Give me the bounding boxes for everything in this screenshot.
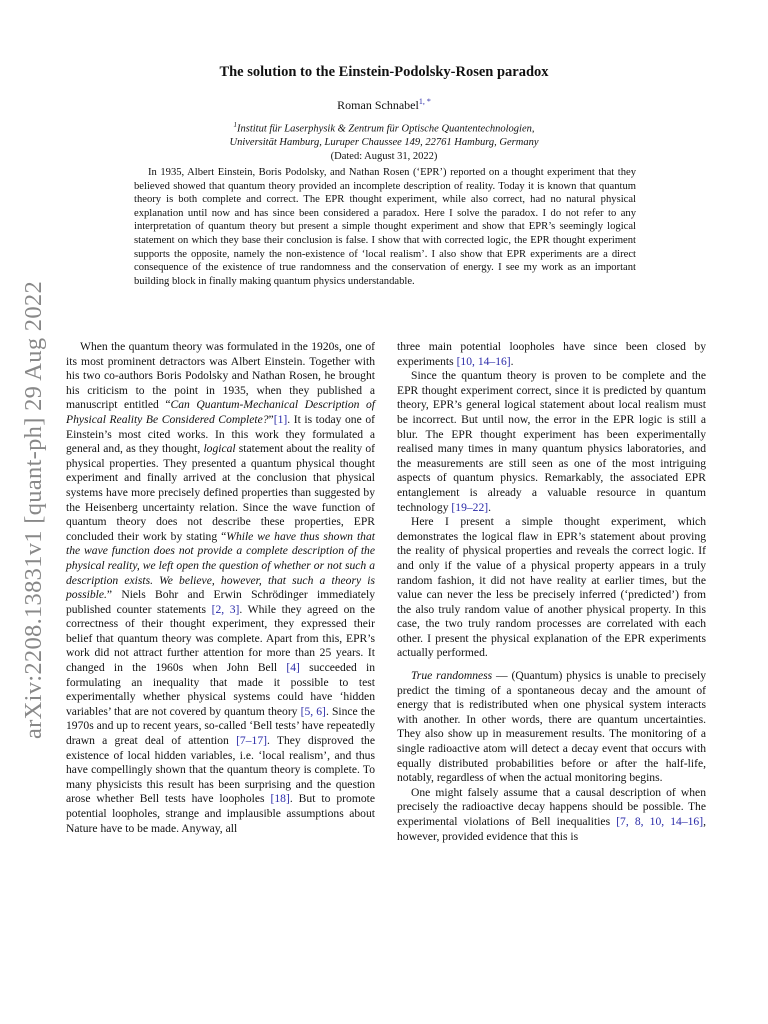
citation-18[interactable]: [18] — [270, 792, 290, 806]
citation-5-6[interactable]: [5, 6] — [300, 704, 326, 718]
citation-7-8-10-14-16[interactable]: [7, 8, 10, 14–16] — [616, 815, 704, 828]
epr-quote: While we have thus shown that the wave function does not provide a complete description of the physical reality, we left open the question of whether or not such a description exists. We believe, however, that such a theory is possible. — [66, 529, 375, 602]
citation-10-14-16[interactable]: [10, 14–16] — [456, 354, 511, 368]
citation-4[interactable]: [4] — [286, 661, 300, 675]
author-mark[interactable]: 1, * — [418, 97, 431, 106]
arxiv-identifier: arXiv:2208.13831v1 [quant-ph] 29 Aug 2022 — [20, 280, 47, 740]
true-randomness-paragraph: True randomness — (Quantum) physics is unable to precisely predict the timing of a spontaneous decay and the amount of energy that is redistributed when one physical system interacts with another. In other words, there are quantum uncertainties. They also show up in measurement results. The monitoring of a single radioactive atom will detect a decay event that occurs with equally distributed probabilities before or after the half-life, notably, regardless of when the actual monitoring begins. — [397, 669, 706, 785]
abstract: In 1935, Albert Einstein, Boris Podolsky, and Nathan Rosen (‘EPR’) reported on a thought experiment that they believed showed that quantum theory provided an incomplete description of reality. Today it is known that quantum theory is both complete and correct. The EPR thought experiment, while also correct, had no natural physical explanation until now and has since been considered a paradox. Here I solve the paradox. I do not refer to any interpretation of quantum theory but present a simple thought experiment and show that EPR’s seemingly logical statement on which they base their conclusion is false. I show that with corrected logic, the EPR thought experiment supports the opposite, namely the non-existence of ‘local realism’. I also show that EPR experiments are a direct consequence of the existence of true randomness and the conservation of energy. I see my work as an important building block in finally making quantum physics understandable. — [134, 167, 636, 287]
loopholes-paragraph: three main potential loopholes have since been closed by experiments [10, 14–16]. — [397, 340, 706, 368]
author-line — [0, 97, 768, 113]
intro-paragraph: When the quantum theory was formulated in the 1920s, one of its most prominent detractors was Albert Einstein. Together with his two co-authors Boris Podolsky and Nathan Rosen, he brought his criticism to the point in 1935, when they published a manuscript entitled “Can Quantum-Mechanical Description of Physical Reality Be Considered Complete?”[1]. It is today one of Einstein’s most cited works. In this work they formulated a general and, as they thought, logical statement about the reality of physical properties. They presented a quantum physical thought experiment and finally arrived at the conclusion that physical systems have more precisely defined properties than suggested by the Heisenberg uncertainty relation. Since the wave function of quantum theory does not describe these properties, EPR concluded their work by stating “While we have thus shown that the wave function does not provide a complete description of the physical reality, we left open the question of whether or not such a description exists. We believe, however, that such a theory is possible.” Niels Bohr and Erwin Schrödinger immediately published counter statements [2, 3]. While they agreed on the correctness of their thought experiment, they expressed their belief that quantum theory was complete. Apart from this, EPR’s work did not attract further attention for more than 25 years. It changed in the 1960s when John Bell [4] succeeded in formulating an inequality that made it possible to test experimentally whether physical systems could have ‘hidden variables’ that are not covered by quantum theory [5, 6]. Since the 1970s and up to recent years, so-called ‘Bell tests’ have repeatedly drawn a great deal of attention [7–17]. They disproved the existence of local hidden variables, i.e. ‘local realism’, and thus have compellingly shown that the quantum theory is complete. To many physicists this result has been surprising and the question arose whether Bell tests have loopholes [18]. But to promote potential loopholes, strange and implausible assumptions about Nature have to be made. Anyway, all — [66, 340, 375, 835]
arxiv-sidebar — [14, 250, 54, 770]
affiliation — [0, 119, 768, 163]
citation-19-22[interactable]: [19–22] — [451, 500, 489, 514]
affiliation-line-1: Institut für Laserphysik & Zentrum für Optische Quantentechnologien, — [237, 123, 535, 135]
author-name: Roman Schnabel — [337, 98, 419, 112]
affiliation-line-2: Universität Hamburg, Luruper Chaussee 149, 22761 Hamburg, Germany — [229, 137, 539, 148]
section-heading-true-randomness: True randomness — [411, 669, 493, 683]
citation-1[interactable]: [1] — [273, 412, 288, 426]
thought-experiment-paragraph: Here I present a simple thought experiment, which demonstrates the logical flaw in EPR’s statement about proving the reality of physical properties and reveals the correct logic. If and only if the value of a physical property appears in a truly random fashion, it did not have reality at earlier times, but the value can never the less be precisely inferred (‘predicted’) from the also truly random value of another physical property. In this case, the two truly random processes are correlated with each other. I present the physical explanation of the EPR experiments actually performed. — [397, 515, 706, 660]
epr-logic-paragraph: Since the quantum theory is proven to be complete and the EPR thought experiment correct, since it is predicted by quantum theory, EPR’s general logical statement about local realism must be incorrect. But until now, the error in the EPR logic is still a blur. The EPR thought experiment has been experimentally realised many times in many quantum physics laboratories, and the measurements are still seen as one of the most intriguing aspects of quantum physics. Remarkably, the associated EPR entanglement is already a valuable resource in quantum technology [19–22]. — [397, 369, 706, 514]
citation-7-17[interactable]: [7–17] — [236, 734, 267, 748]
epr-paper-title: Can Quantum-Mechanical Description of Physical Reality Be Considered Complete? — [66, 398, 375, 426]
paper-title: The solution to the Einstein-Podolsky-Rosen paradox — [219, 64, 549, 80]
citation-2-3[interactable]: [2, 3] — [211, 602, 240, 616]
right-column — [397, 340, 706, 844]
dated-line: (Dated: August 31, 2022) — [330, 150, 438, 162]
causal-description-paragraph: One might falsely assume that a causal description of when precisely the radioactive decay happens should be possible. The experimental violations of Bell inequalities [7, 8, 10, 14–16], however, provided evidence that this is — [397, 785, 706, 843]
affiliation-mark: 1 — [233, 121, 237, 129]
left-column — [66, 340, 375, 836]
